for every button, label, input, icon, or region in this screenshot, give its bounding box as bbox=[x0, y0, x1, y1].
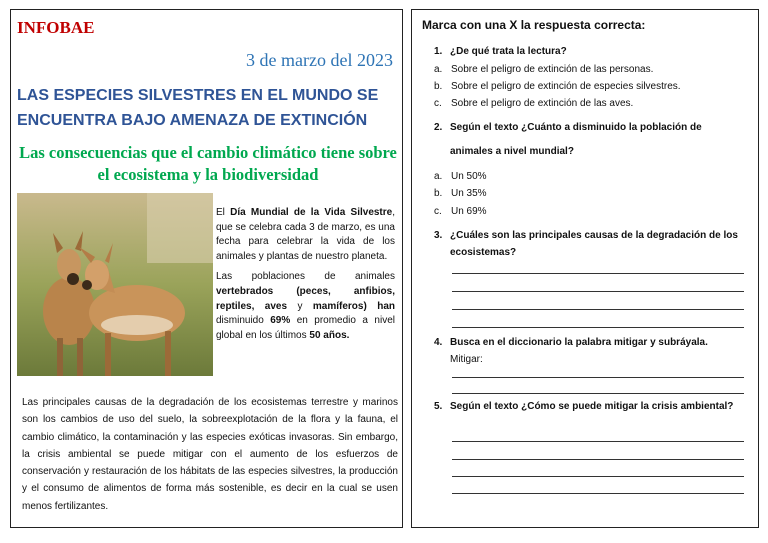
article-date: 3 de marzo del 2023 bbox=[246, 50, 393, 70]
question-text: ¿Cuáles son las principales causas de la degradación de los ecosistemas? bbox=[450, 230, 738, 258]
q1-option-c[interactable] bbox=[434, 95, 633, 112]
option-letter: c. bbox=[434, 206, 442, 217]
question-5 bbox=[434, 398, 746, 415]
option-text: Un 50% bbox=[451, 171, 487, 182]
q2-option-c[interactable] bbox=[434, 203, 487, 220]
article-panel bbox=[10, 9, 403, 528]
q1-option-b[interactable] bbox=[434, 78, 681, 95]
option-text: Un 69% bbox=[451, 206, 487, 217]
quiz-panel bbox=[411, 9, 759, 528]
article-headline: LAS ESPECIES SILVESTRES EN EL MUNDO SE ENCUENTRA BAJO AMENAZA DE EXTINCIÓN bbox=[17, 87, 379, 129]
article-subheadline: Las consecuencias que el cambio climático tiene sobre el ecosistema y la biodiversidad bbox=[19, 143, 397, 184]
question-text: Según el texto ¿Cómo se puede mitigar la crisis ambiental? bbox=[450, 401, 734, 412]
brand-name: INFOBAE bbox=[17, 18, 95, 37]
article-intro bbox=[216, 206, 395, 349]
answer-line[interactable] bbox=[452, 476, 744, 477]
option-text: Sobre el peligro de extinción de especies silvestres. bbox=[451, 81, 681, 92]
option-letter: a. bbox=[434, 64, 443, 75]
stats-bold: 50 años. bbox=[309, 329, 350, 341]
stats-paragraph bbox=[216, 270, 395, 343]
answer-line[interactable] bbox=[452, 273, 744, 274]
answer-line[interactable] bbox=[452, 377, 744, 378]
stats-text: Las poblaciones de animales bbox=[216, 271, 395, 283]
question-4 bbox=[434, 334, 746, 368]
article-body bbox=[22, 394, 398, 515]
quiz-title: Marca con una X la respuesta correcta: bbox=[422, 18, 646, 32]
intro-text: El bbox=[216, 207, 231, 218]
question-3 bbox=[434, 227, 746, 261]
option-text: Un 35% bbox=[451, 188, 487, 199]
option-letter: b. bbox=[434, 188, 443, 199]
body-paragraph: Las principales causas de la degradación de los ecosistemas terrestre y marinos son los cambios de uso del suelo, la sobreexplotación de la flora y la fauna, el cambio climático, la contaminación y las especies exóticas invasoras. Sin embargo, la crisis ambiental se puede mitigar con el aumento de los esfuerzos de conservación y restauración de los hábitats de las especies silvestres, la producción y el consumo de alimentos de forma más sostenible, es decir en la cual se usen menos fertilizantes. bbox=[22, 397, 398, 512]
answer-line[interactable] bbox=[452, 459, 744, 460]
option-text: Sobre el peligro de extinción de las personas. bbox=[451, 64, 654, 75]
option-letter: c. bbox=[434, 98, 442, 109]
question-number: 1. bbox=[434, 46, 443, 57]
option-letter: a. bbox=[434, 171, 443, 182]
q2-option-a[interactable] bbox=[434, 168, 487, 185]
question-number: 4. bbox=[434, 337, 443, 348]
q2-option-b[interactable] bbox=[434, 185, 487, 202]
stats-bold: 69% bbox=[270, 315, 291, 327]
stats-text: en promedio a nivel global en los últimos bbox=[216, 315, 395, 341]
answer-line[interactable] bbox=[452, 309, 744, 310]
answer-line[interactable] bbox=[452, 327, 744, 328]
question-subtext: Mitigar: bbox=[450, 354, 483, 365]
stats-text: y bbox=[287, 300, 313, 312]
intro-text: , que se celebra cada 3 de marzo, es una fecha para celebrar la vida de los animales y plantas de nuestro planeta. bbox=[216, 207, 396, 262]
q1-option-a[interactable] bbox=[434, 61, 653, 78]
question-text: Según el texto ¿Cuánto a disminuido la población de bbox=[450, 122, 702, 133]
answer-line[interactable] bbox=[452, 291, 744, 292]
question-text: Busca en el diccionario la palabra mitigar y subráyala. bbox=[450, 337, 708, 348]
question-number: 3. bbox=[434, 230, 443, 241]
question-text: ¿De qué trata la lectura? bbox=[450, 46, 567, 57]
question-number: 5. bbox=[434, 401, 443, 412]
question-number: 2. bbox=[434, 122, 443, 133]
answer-line[interactable] bbox=[452, 493, 744, 494]
question-1 bbox=[434, 43, 746, 60]
stats-text: disminuido bbox=[216, 315, 271, 327]
question-2 bbox=[434, 119, 746, 136]
option-text: Sobre el peligro de extinción de las aves. bbox=[451, 98, 634, 109]
answer-line[interactable] bbox=[452, 393, 744, 394]
question-2-continued bbox=[434, 143, 746, 160]
question-text: animales a nivel mundial? bbox=[450, 146, 574, 157]
option-letter: b. bbox=[434, 81, 443, 92]
intro-bold: Día Mundial de la Vida Silvestre bbox=[230, 207, 393, 218]
intro-paragraph bbox=[216, 206, 395, 264]
stats-bold: vertebrados (peces, anfibios, reptiles, aves bbox=[216, 285, 395, 312]
answer-line[interactable] bbox=[452, 441, 744, 442]
stats-bold: mamíferos) han bbox=[312, 300, 396, 312]
deer-photo bbox=[17, 193, 213, 376]
